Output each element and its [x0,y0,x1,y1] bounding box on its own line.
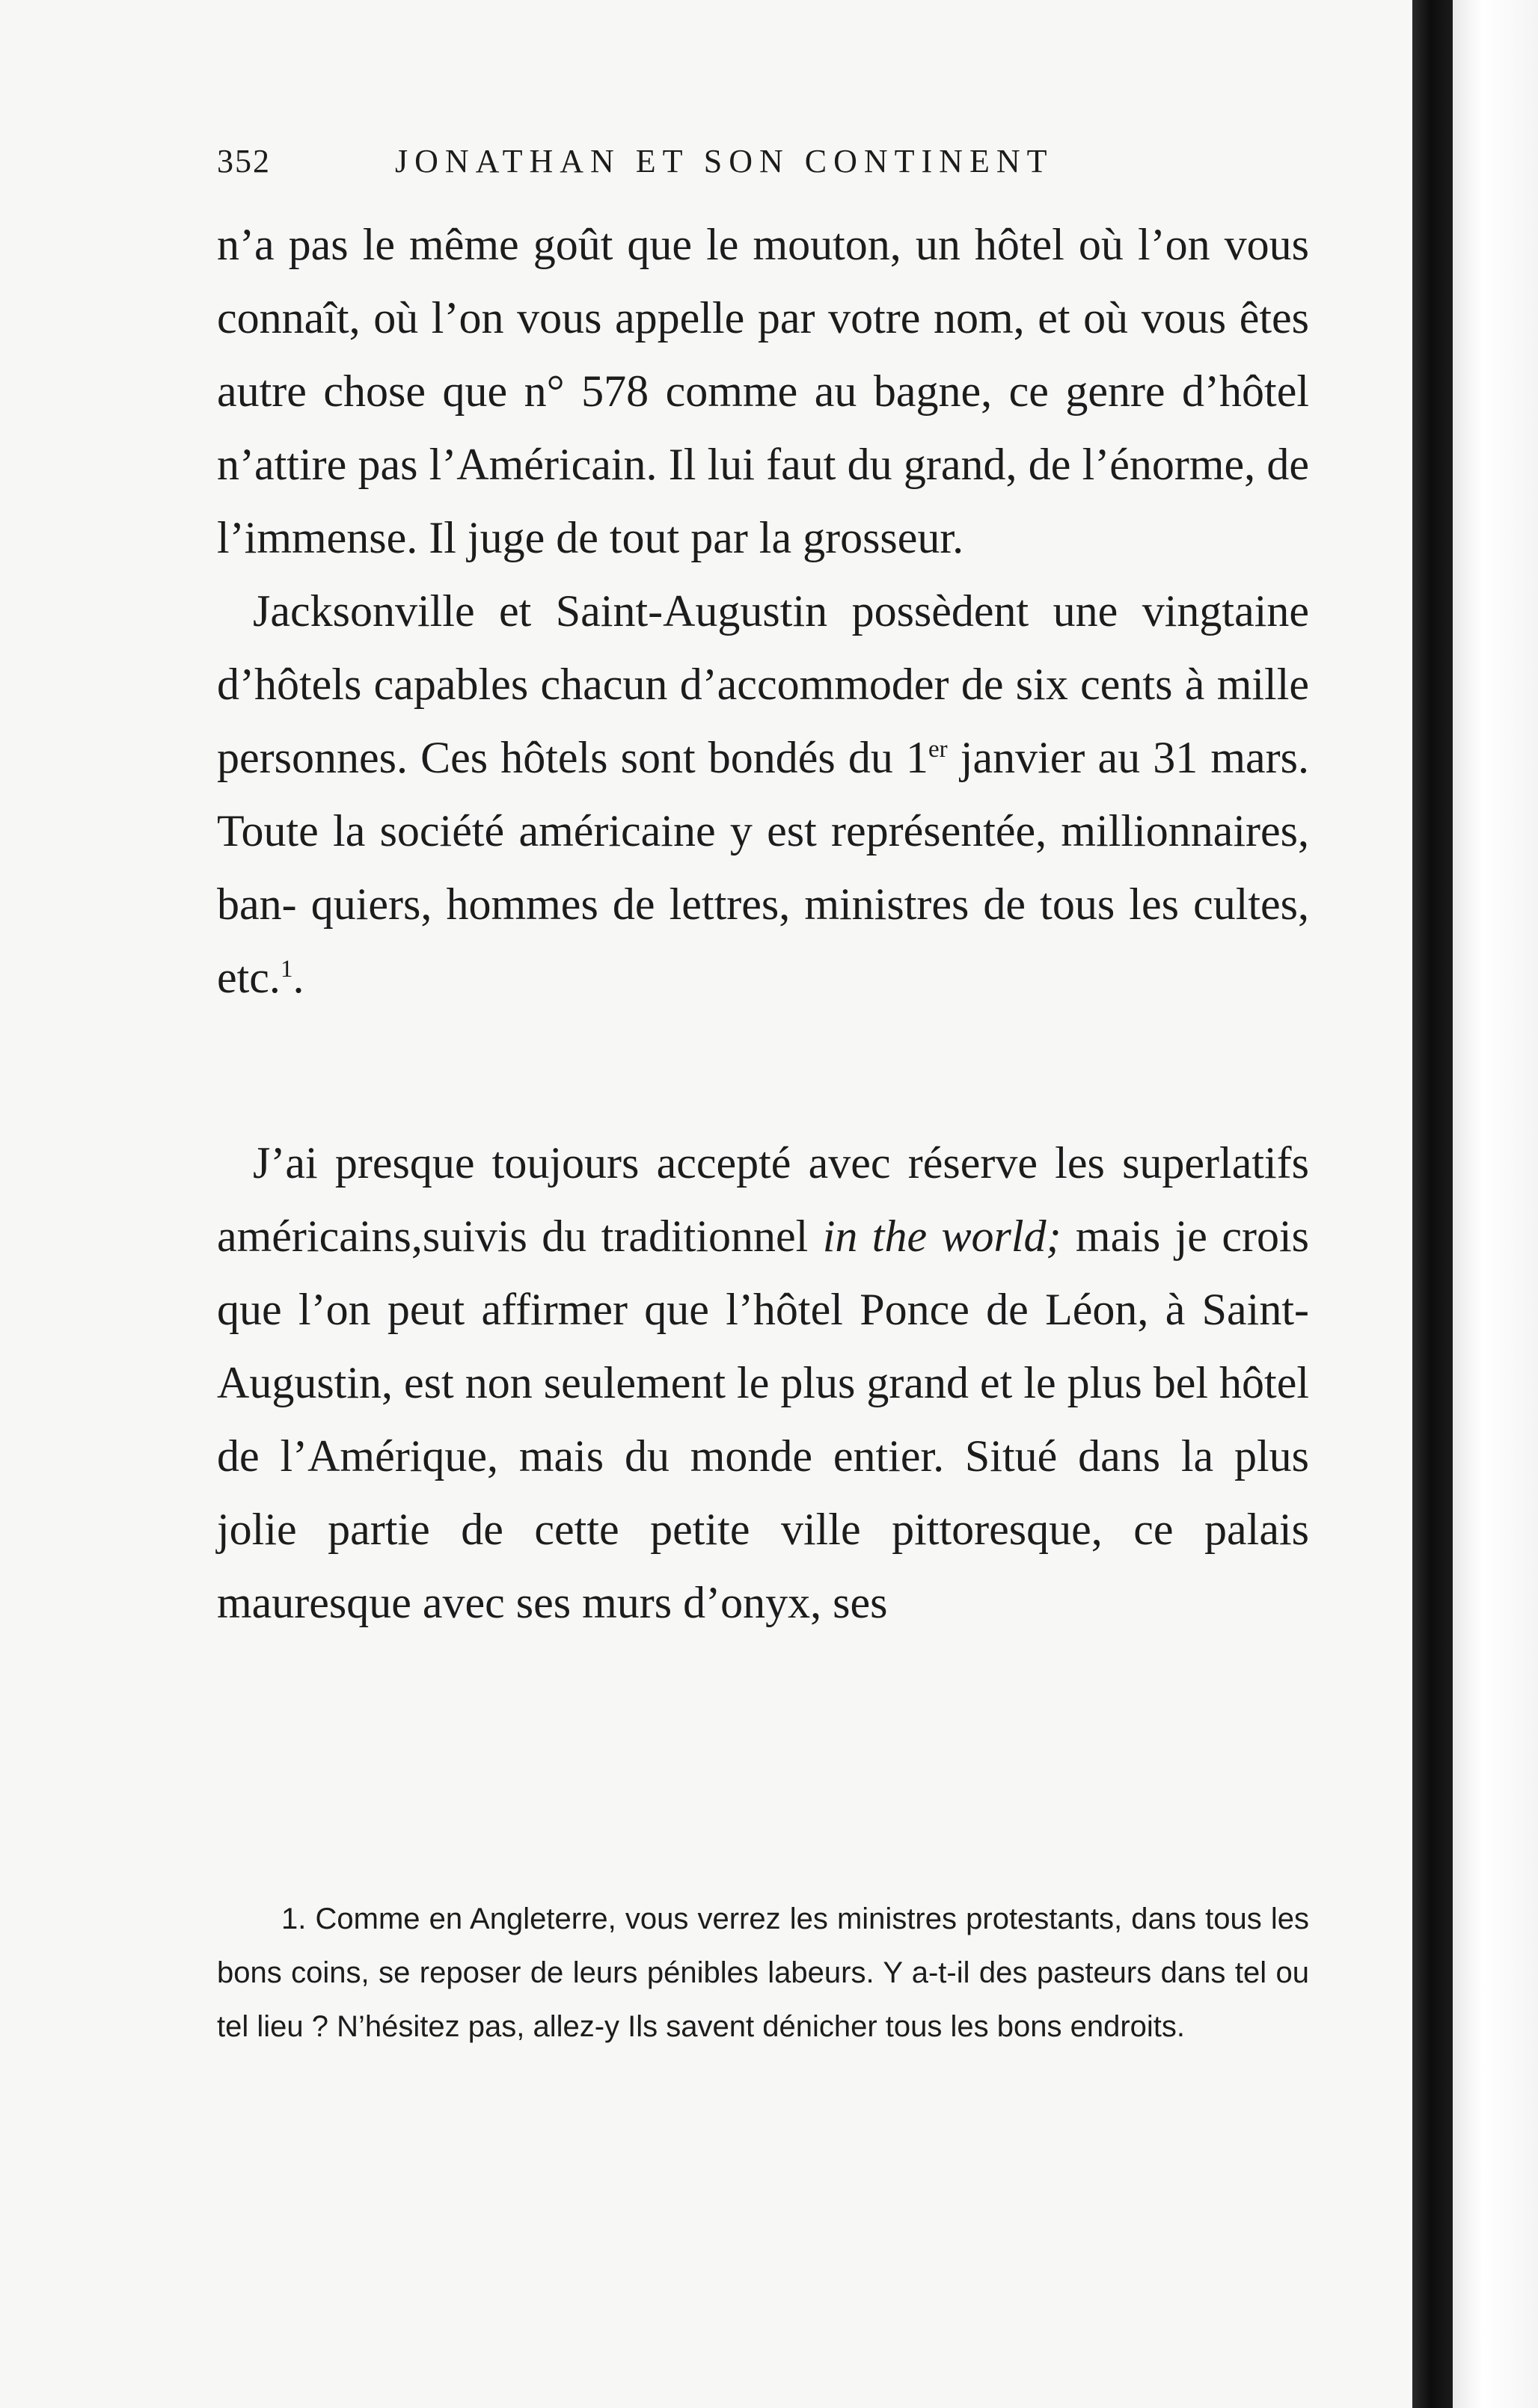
footnote-line: Y a-t-il des pasteurs dans tel ou tel lieu ? N’hésitez pas, allez-y [217,1956,1310,2043]
book-gutter [1412,0,1453,2408]
text-line: mais je crois que l’on peut affirmer que [217,1211,1309,1334]
text-line: de l’immense. Il juge de tout par la grosseur. [217,440,1309,562]
footnote-line: 1. Comme en Angleterre, vous verrez les ministres protestants, [281,1902,1123,1935]
text-line: . [292,953,304,1002]
text-line: nom, et où vous êtes autre chose que n° 578 [217,293,1309,416]
facing-page-edge [1453,0,1538,2408]
text-line: plus jolie partie de cette petite ville pittoresque, [217,1431,1310,1554]
text-line: américaine y est représentée, millionnaires, ban- [217,806,1310,929]
paragraph-1 [217,208,1309,574]
footnote-line: Ils savent dénicher tous les bons endroits. [628,2010,1186,2043]
paragraph-2 [217,574,1309,1014]
text-line: cultes, etc. [217,879,1310,1002]
text-line: l’Américain. Il lui faut du grand, de l’énorme, [429,440,1256,489]
italic-phrase: world; [941,1211,1061,1261]
ordinal-superscript: er [928,736,948,763]
text-line: seulement le plus grand et le plus bel hôtel de [217,1358,1310,1481]
text-line: quiers, hommes de lettres, ministres de tous les [310,879,1179,929]
text-line: n’a pas le même goût que le mouton, un hôtel où [217,220,1124,269]
text-line: l’Amérique, mais du monde entier. Situé dans la [280,1431,1214,1481]
footnote-reference: 1 [280,956,293,983]
text-line: comme au bagne, ce genre d’hôtel n’attire pas [217,366,1310,489]
text-line: l’on vous connaît, où l’on vous appelle par votre [217,220,1310,343]
text-line: ce palais mauresque avec ses murs d’onyx, ses [217,1505,1309,1627]
footnote-line: dans tous les bons coins, se reposer de leurs pénibles labeurs. [217,1902,1310,1989]
running-title: JONATHAN ET SON CONTINENT [395,143,1054,179]
italic-phrase: in the [822,1211,928,1261]
text-line: vingtaine d’hôtels capables chacun d’accommoder [217,586,1310,709]
paragraph-3 [217,1126,1309,1639]
page-number: 352 [217,143,271,179]
text-line: J’ai presque toujours accepté avec réserve les [253,1138,1105,1188]
text-line: janvier au 31 mars. Toute la société [217,733,1309,856]
text-line: bondés du 1 [708,733,929,782]
section-break [217,1014,1309,1126]
text-line: de six cents à mille personnes. Ces hôtels sont [217,660,1310,782]
text-line: superlatifs américains,suivis du traditionnel [217,1138,1310,1261]
footnote-text [217,1892,1309,2054]
page-header [217,142,1309,187]
text-line: Jacksonville et Saint-Augustin possèdent une [253,586,1118,636]
text-line: l’hôtel Ponce de Léon, à Saint-Augustin, est non [217,1285,1310,1407]
body-text [217,208,1309,1639]
footnote [217,1892,1309,2054]
